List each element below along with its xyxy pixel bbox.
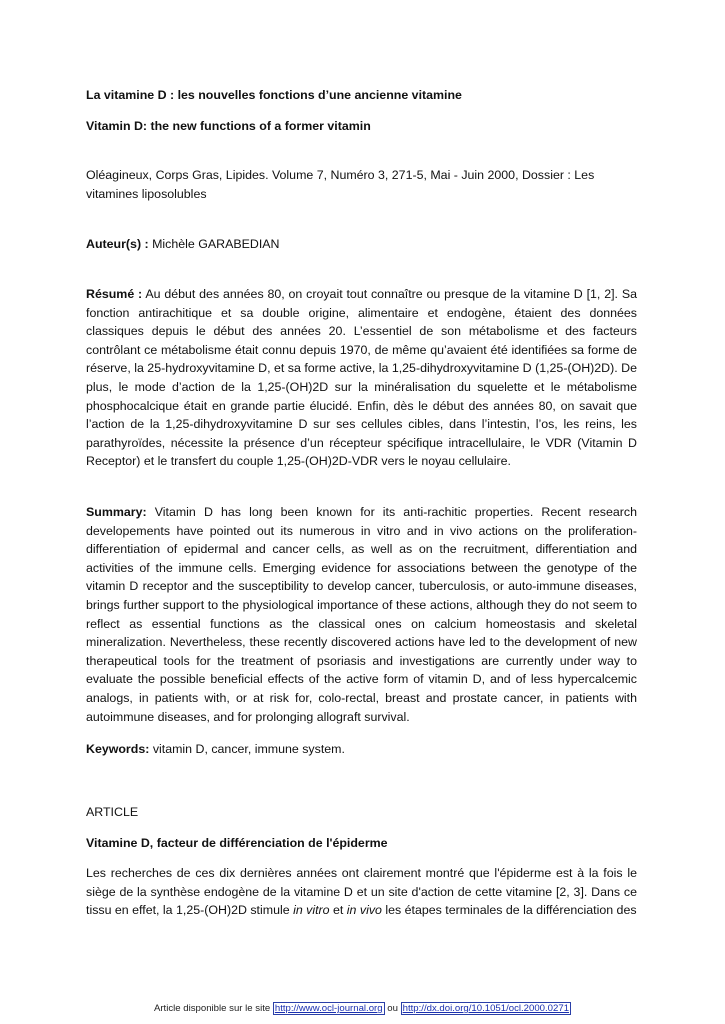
resume-text: Au début des années 80, on croyait tout connaître ou presque de la vitamine D [1, 2]. Sa fonction antirachitique et sa double origine, alimentaire et endogène, étaient des données classiques depuis le début des années 20. L’essentiel de son métabolisme et des facteurs contrôlant ce métabolisme était connu depuis 1970, de même qu’avaient été identifiées sa forme de réserve, la 25-hydroxyvitamine D, et sa forme active, la 1,25-dihydroxyvitamine D (1,25-(OH)2D). De plus, le mode d’action de la 1,25-(OH)2D sur la minéralisation du squelette et le métabolisme phosphocalcique était en grande partie élucidé. Enfin, dès le début des années 80, on savait que l’action de la 1,25-dihydroxyvitamine D sur ses cellules cibles, dans l’intestin, l’os, les reins, les parathyroïdes, nécessite la présence d’un récepteur spécifique intracellulaire, le VDR (Vitamin D Receptor) et le transfert du couple 1,25-(OH)2D-VDR vers le noyau cellulaire. <box>86 287 637 469</box>
title-french: La vitamine D : les nouvelles fonctions d’une ancienne vitamine <box>86 88 462 102</box>
author-line <box>86 235 637 254</box>
footer <box>0 1003 725 1015</box>
resume-label: Résumé : <box>86 287 143 301</box>
citation: Oléagineux, Corps Gras, Lipides. Volume 7, Numéro 3, 271-5, Mai - Juin 2000, Dossier : Les vitamines liposolubles <box>86 168 595 201</box>
section-text-part2: et <box>329 903 347 918</box>
section-text-em1: in vitro <box>293 903 330 918</box>
summary-text: Vitamin D has long been known for its anti-rachitic properties. Recent research developements have pointed out its numerous in vitro and in vivo actions on the proliferation-differentiation of epidermal and cancer cells, as well as on the recruitment, differentiation and activities of the immune cells. Emerging evidence for associations between the genotype of the vitamin D receptor and the susceptibility to develop cancer, tuberculosis, or auto-immune diseases, brings further support to the physiological importance of these actions, although they do not seem to reflect as essential functions as the classical ones on calcium homeostasis and skeletal mineralization. Nevertheless, these recently discovered actions have led to the development of new therapeutical tools for the treatment of psoriasis and investigations are currently under way to evaluate the possible beneficial effects of the active form of vitamin D, and of less hypercalcemic analogs, in patients with, or at risk for, colo-rectal, breast and prostate cancer, in patients with autoimmune diseases, and for prolonging allograft survival. <box>86 505 637 724</box>
summary-label: Summary: <box>86 505 147 519</box>
summary-paragraph <box>86 503 637 726</box>
author-label: Auteur(s) : <box>86 237 149 251</box>
footer-prefix: Article disponible sur le site <box>153 1003 271 1014</box>
keywords-text: vitamin D, cancer, immune system. <box>152 742 345 756</box>
keywords-label: Keywords: <box>86 742 150 756</box>
footer-middle: ou <box>387 1003 398 1014</box>
section-paragraph <box>86 864 637 920</box>
section-text-part1: Les recherches de ces dix dernières années ont clairement montré que l'épiderme est à la fois le siège de la synthèse endogène de la vitamine D et un site d'action de cette vitamine [2, 3]. Dans ce tissu en effet, la 1,25-(OH)2D stimule <box>86 866 637 918</box>
author-name: Michèle GARABEDIAN <box>152 237 280 251</box>
footer-link-journal[interactable]: http://www.ocl-journal.org <box>274 1003 383 1014</box>
title-english: Vitamin D: the new functions of a former vitamin <box>86 119 371 133</box>
keywords-line <box>86 740 637 759</box>
section-text-em2: in vivo <box>346 903 382 918</box>
article-label: ARTICLE <box>86 805 139 819</box>
footer-link-doi[interactable]: http://dx.doi.org/10.1051/ocl.2000.0271 <box>402 1003 570 1014</box>
resume-paragraph <box>86 285 637 471</box>
section-text-part3: les étapes terminales de la différenciation des <box>381 903 637 918</box>
section-heading: Vitamine D, facteur de différenciation de l'épiderme <box>86 836 388 850</box>
